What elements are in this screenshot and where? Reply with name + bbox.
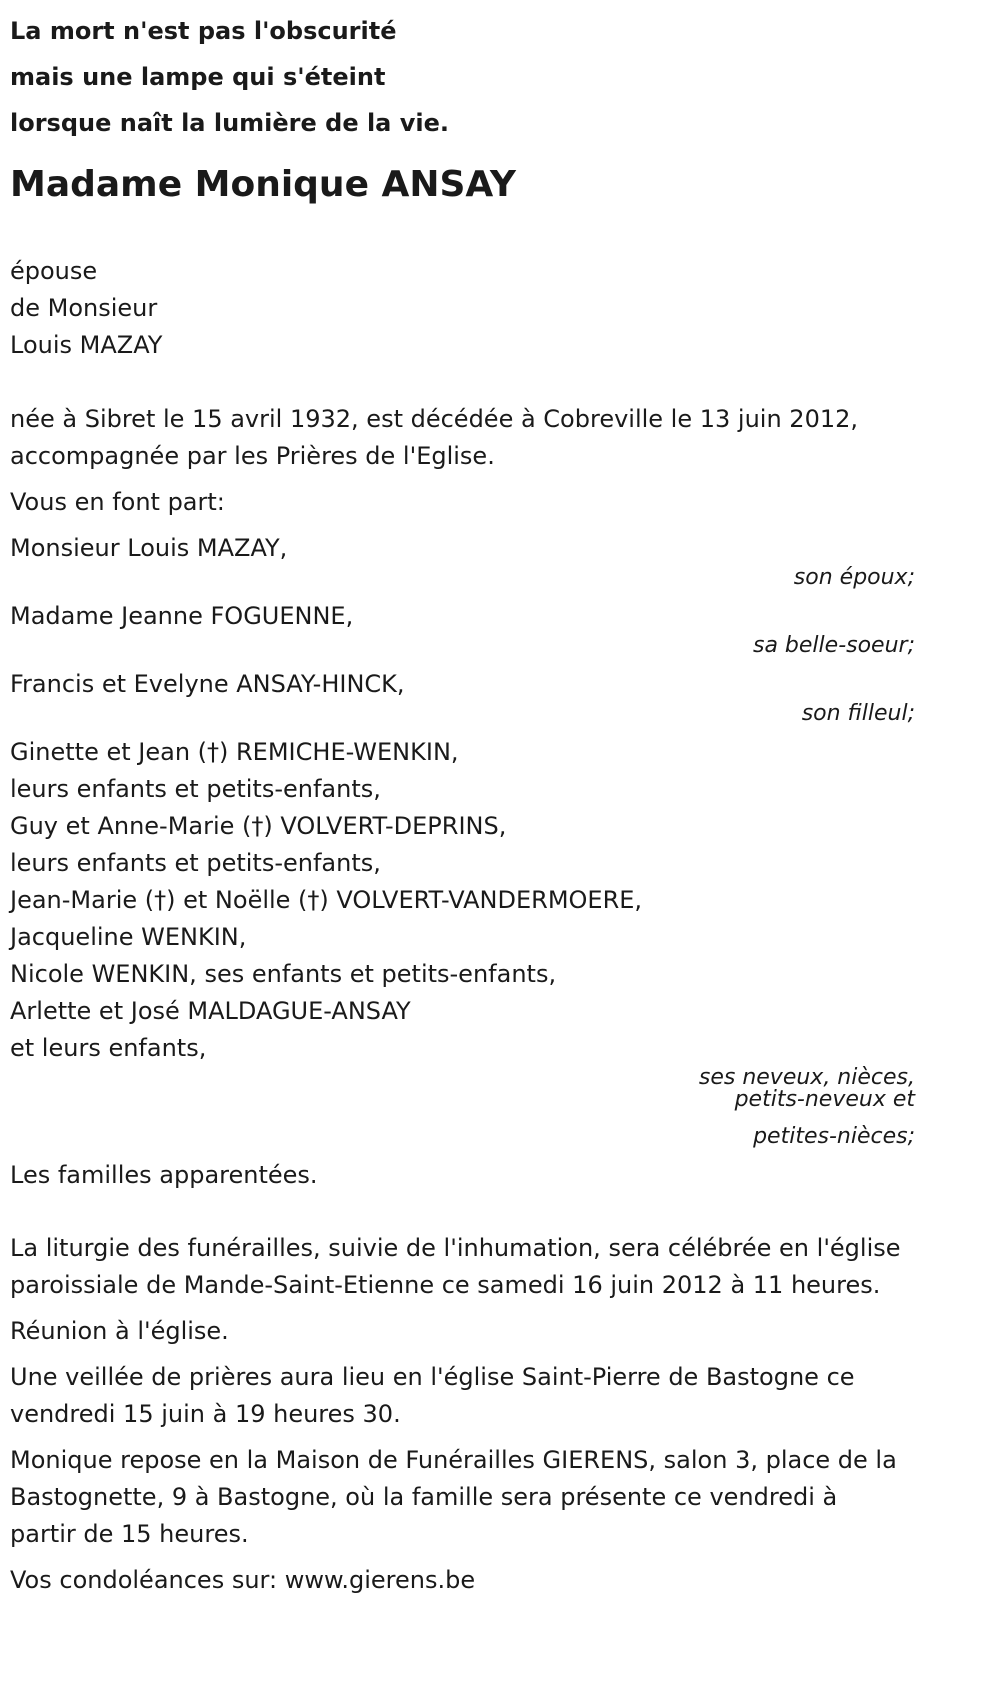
nephews-line: Guy et Anne-Marie (†) VOLVERT-DEPRINS, [10, 812, 507, 840]
birth-death-line: accompagnée par les Prières de l'Eglise. [10, 442, 495, 470]
relative-relation: son époux; [793, 565, 915, 590]
vigil-line: Une veillée de prières aura lieu en l'église Saint-Pierre de Bastogne ce [10, 1363, 855, 1391]
nephews-relation [10, 1067, 915, 1148]
relative-name: Francis et Evelyne ANSAY-HINCK, [10, 670, 405, 698]
birth-death-text [10, 401, 915, 475]
poem-line: La mort n'est pas l'obscurité [10, 17, 397, 45]
nephews-line: Ginette et Jean (†) REMICHE-WENKIN, [10, 738, 459, 766]
obituary-notice [10, 0, 915, 1599]
vigil-text [10, 1359, 915, 1433]
deceased-name: Madame Monique ANSAY [10, 164, 516, 205]
meeting-text: Réunion à l'église. [10, 1317, 229, 1345]
nephews-relation-line: ses neveux, nièces, [698, 1065, 915, 1090]
liturgy-line: La liturgie des funérailles, suivie de l'inhumation, sera célébrée en l'église [10, 1234, 901, 1262]
relative-name: Madame Jeanne FOGUENNE, [10, 602, 354, 630]
nephews-relation-line: petites-nièces; [753, 1124, 915, 1149]
nephews-line: leurs enfants et petits-enfants, [10, 849, 381, 877]
nephews-relation-line: petits-neveux et [734, 1087, 915, 1112]
families-text: Les familles apparentées. [10, 1161, 318, 1189]
relative-name: Monsieur Louis MAZAY, [10, 534, 288, 562]
nephews-line: et leurs enfants, [10, 1034, 207, 1062]
spouse-line: de Monsieur [10, 294, 158, 322]
announce-label: Vous en font part: [10, 488, 225, 516]
nephews-line: Jacqueline WENKIN, [10, 923, 247, 951]
relative-entry [10, 598, 915, 657]
nephews-line: leurs enfants et petits-enfants, [10, 775, 381, 803]
nephews-line: Arlette et José MALDAGUE-ANSAY [10, 997, 411, 1025]
relative-relation: son filleul; [801, 701, 915, 726]
liturgy-text [10, 1230, 915, 1304]
rest-line: Bastognette, 9 à Bastogne, où la famille sera présente ce vendredi à [10, 1483, 838, 1511]
poem-line: lorsque naît la lumière de la vie. [10, 109, 449, 137]
poem-verse [10, 8, 915, 146]
nephews-block [10, 734, 915, 1148]
spouse-block [10, 253, 915, 364]
relative-relation: sa belle-soeur; [753, 633, 915, 658]
vigil-line: vendredi 15 juin à 19 heures 30. [10, 1400, 401, 1428]
condolences-text: Vos condoléances sur: www.gierens.be [10, 1566, 476, 1594]
spouse-line: Louis MAZAY [10, 331, 163, 359]
liturgy-line: paroissiale de Mande-Saint-Etienne ce samedi 16 juin 2012 à 11 heures. [10, 1271, 881, 1299]
poem-line: mais une lampe qui s'éteint [10, 63, 386, 91]
rest-text [10, 1442, 915, 1553]
relative-entry [10, 530, 915, 589]
rest-line: partir de 15 heures. [10, 1520, 249, 1548]
nephews-line: Nicole WENKIN, ses enfants et petits-enfants, [10, 960, 557, 988]
nephews-line: Jean-Marie (†) et Noëlle (†) VOLVERT-VANDERMOERE, [10, 886, 643, 914]
relative-entry [10, 666, 915, 725]
rest-line: Monique repose en la Maison de Funérailles GIERENS, salon 3, place de la [10, 1446, 897, 1474]
spouse-line: épouse [10, 257, 98, 285]
birth-death-line: née à Sibret le 15 avril 1932, est décédée à Cobreville le 13 juin 2012, [10, 405, 859, 433]
